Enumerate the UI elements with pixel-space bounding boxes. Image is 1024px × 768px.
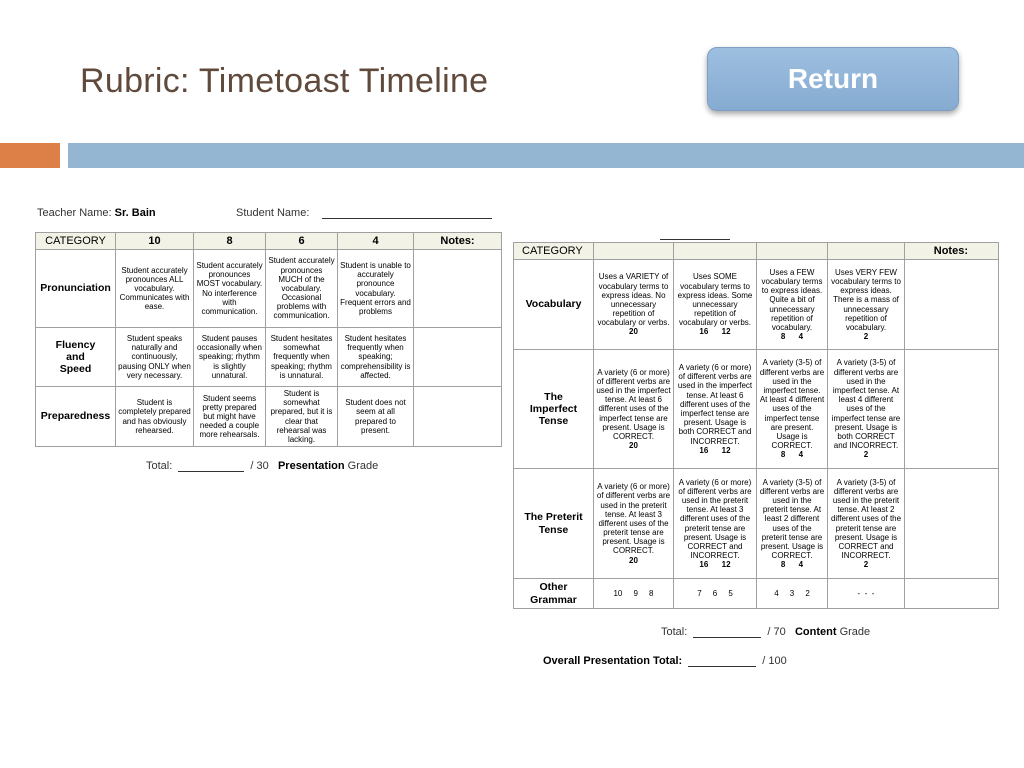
slide-title: Rubric: Timetoast Timeline [80, 62, 489, 100]
overall-label: Overall Presentation Total: [543, 655, 683, 667]
header-category: CATEGORY [36, 233, 116, 250]
student-name-label: Student Name: [236, 207, 310, 219]
header-blank-stub [660, 239, 730, 240]
header-score-6: 6 [266, 233, 338, 250]
rubric-cell [757, 260, 828, 350]
total-blank [693, 637, 761, 638]
rubric-cell [757, 469, 828, 579]
category-imperfect-tense: The Imperfect Tense [514, 350, 594, 469]
rubric-cell [674, 469, 757, 579]
points: 8 4 [780, 332, 804, 342]
points: 16 12 [699, 445, 731, 455]
points: 8 4 [780, 450, 804, 460]
points: 2 [863, 560, 869, 570]
category-vocabulary: Vocabulary [514, 260, 594, 350]
content-rubric [513, 242, 999, 609]
notes-cell [905, 579, 999, 609]
table-row [36, 387, 502, 447]
rubric-cell: Student speaks naturally and continuously, pausing ONLY when very necessary. [116, 328, 194, 387]
rubric-cell [828, 260, 905, 350]
category-pronunciation: Pronunciation [36, 250, 116, 328]
criterion-text: Uses a FEW vocabulary terms to express ideas. Quite a bit of unnecessary repetition of vocabulary. [761, 267, 823, 332]
rubric-cell: Student is somewhat prepared, but it is clear that rehearsal was lacking. [266, 387, 338, 447]
rubric-cell [594, 260, 674, 350]
rubric-cell: Student hesitates frequently when speaking; comprehensibility is affected. [338, 328, 414, 387]
rubric-cell: Student accurately pronounces ALL vocabulary. Communicates with ease. [116, 250, 194, 328]
criterion-text: Uses a VARIETY of vocabulary terms to express ideas. No unnecessary repetition of vocabulary or verbs. [597, 272, 670, 328]
grade-label: Grade [347, 460, 379, 472]
header-notes: Notes: [414, 233, 502, 250]
grade-bold: Presentation [277, 460, 345, 472]
category-preterit-tense: The Preterit Tense [514, 469, 594, 579]
total-of: / 30 [250, 460, 269, 472]
total-label: Total: [661, 626, 688, 638]
criterion-text: Uses SOME vocabulary terms to express ideas. Some unnecessary repetition of vocabulary or verbs. [677, 272, 753, 328]
points: 20 [629, 441, 638, 451]
notes-cell [414, 387, 502, 447]
criterion-text: A variety (6 or more) of different verbs are used in the imperfect tense. At least 6 different uses of the imperfect tense are present. Usage is CORRECT. [596, 367, 671, 441]
points: 16 12 [699, 560, 731, 570]
total-of: / 70 [767, 626, 786, 638]
table-row [36, 250, 502, 328]
points: 10 9 8 [594, 579, 674, 609]
student-name-blank [322, 218, 492, 219]
rubric-cell [674, 260, 757, 350]
teacher-name-value: Sr. Bain [114, 207, 156, 219]
category-other-grammar: Other Grammar [514, 579, 594, 609]
criterion-text: A variety (3-5) of different verbs are used in the preterit tense. At least 2 different uses of the preterit tense are present. Usage is CORRECT. [759, 477, 825, 561]
points: 20 [629, 327, 638, 337]
criterion-text: A variety (6 or more) of different verbs are used in the imperfect tense. At least 6 different uses of the imperfect tense are present. Usage is both CORRECT and INCORRECT. [677, 363, 753, 446]
rubric-cell [828, 350, 905, 469]
overall-of: / 100 [762, 655, 787, 667]
table-row [36, 328, 502, 387]
criterion-text: A variety (6 or more) of different verbs are used in the preterit tense. At least 3 different uses of the preterit tense are present. Usage is CORRECT. [596, 482, 671, 556]
total-label: Total: [146, 460, 173, 472]
header-score-10: 10 [116, 233, 194, 250]
teacher-name-line [37, 207, 156, 219]
points: 20 [629, 555, 638, 565]
rubric-cell: Student accurately pronounces MOST vocabulary. No interference with communication. [194, 250, 266, 328]
return-button[interactable]: Return [707, 47, 959, 111]
category-preparedness: Preparedness [36, 387, 116, 447]
criterion-text: A variety (3-5) of different verbs are used in the preterit tense. At least 2 different uses of the preterit tense are present. Usage is CORRECT and INCORRECT. [830, 477, 902, 561]
header-level-3 [757, 243, 828, 260]
rubric-cell [594, 350, 674, 469]
rubric-cell [828, 469, 905, 579]
header-level-4 [828, 243, 905, 260]
points: 4 3 2 [757, 579, 828, 609]
notes-cell [905, 350, 999, 469]
overall-total [543, 655, 787, 667]
notes-cell [414, 250, 502, 328]
header-notes: Notes: [905, 243, 999, 260]
content-total [661, 626, 870, 638]
criterion-text: A variety (3-5) of different verbs are used in the imperfect tense. At least 4 different uses of the imperfect tense are present. Usage is both CORRECT and INCORRECT. [831, 358, 901, 451]
grade-bold: Content [794, 626, 837, 638]
table-row [514, 469, 999, 579]
header-level-1 [594, 243, 674, 260]
criterion-text: A variety (3-5) of different verbs are used in the imperfect tense. At least 4 different uses of the imperfect tense are present. Usage is CORRECT. [759, 358, 825, 451]
header-category: CATEGORY [514, 243, 594, 260]
overall-blank [688, 666, 756, 667]
criterion-text: A variety (6 or more) of different verbs are used in the preterit tense. At least 3 different uses of the preterit tense are present. Usage is CORRECT and INCORRECT. [678, 477, 752, 561]
table-row [514, 350, 999, 469]
notes-cell [905, 260, 999, 350]
notes-cell [905, 469, 999, 579]
points: - - - [828, 579, 905, 609]
rubric-cell [757, 350, 828, 469]
grade-label: Grade [839, 626, 871, 638]
header-score-4: 4 [338, 233, 414, 250]
presentation-total [146, 460, 378, 472]
rubric-cell [674, 350, 757, 469]
teacher-name-label: Teacher Name: [37, 207, 112, 219]
rubric-cell [594, 469, 674, 579]
header-level-2 [674, 243, 757, 260]
accent-bar-orange [0, 143, 60, 168]
rubric-cell: Student is unable to accurately pronounce vocabulary. Frequent errors and problems [338, 250, 414, 328]
rubric-cell: Student is completely prepared and has obviously rehearsed. [116, 387, 194, 447]
category-fluency: Fluency and Speed [36, 328, 116, 387]
notes-cell [414, 328, 502, 387]
points: 16 12 [699, 327, 731, 337]
rubric-cell: Student hesitates somewhat frequently when speaking; rhythm is unnatural. [266, 328, 338, 387]
rubric-cell: Student pauses occasionally when speaking; rhythm is slightly unnatural. [194, 328, 266, 387]
points: 8 4 [780, 560, 804, 570]
student-name-line [236, 207, 492, 219]
total-blank [178, 471, 244, 472]
presentation-rubric [35, 232, 502, 447]
points: 2 [863, 450, 869, 460]
table-row [514, 260, 999, 350]
points: 7 6 5 [674, 579, 757, 609]
accent-bar-blue [68, 143, 1024, 168]
criterion-text: Uses VERY FEW vocabulary terms to express ideas. There is a mass of unnecessary repetition of vocabulary. [831, 267, 901, 332]
table-row [514, 579, 999, 609]
rubric-cell: Student does not seem at all prepared to present. [338, 387, 414, 447]
points: 2 [863, 332, 869, 342]
rubric-cell: Student seems pretty prepared but might have needed a couple more rehearsals. [194, 387, 266, 447]
rubric-cell: Student accurately pronounces MUCH of the vocabulary. Occasional problems with communication. [266, 250, 338, 328]
header-score-8: 8 [194, 233, 266, 250]
